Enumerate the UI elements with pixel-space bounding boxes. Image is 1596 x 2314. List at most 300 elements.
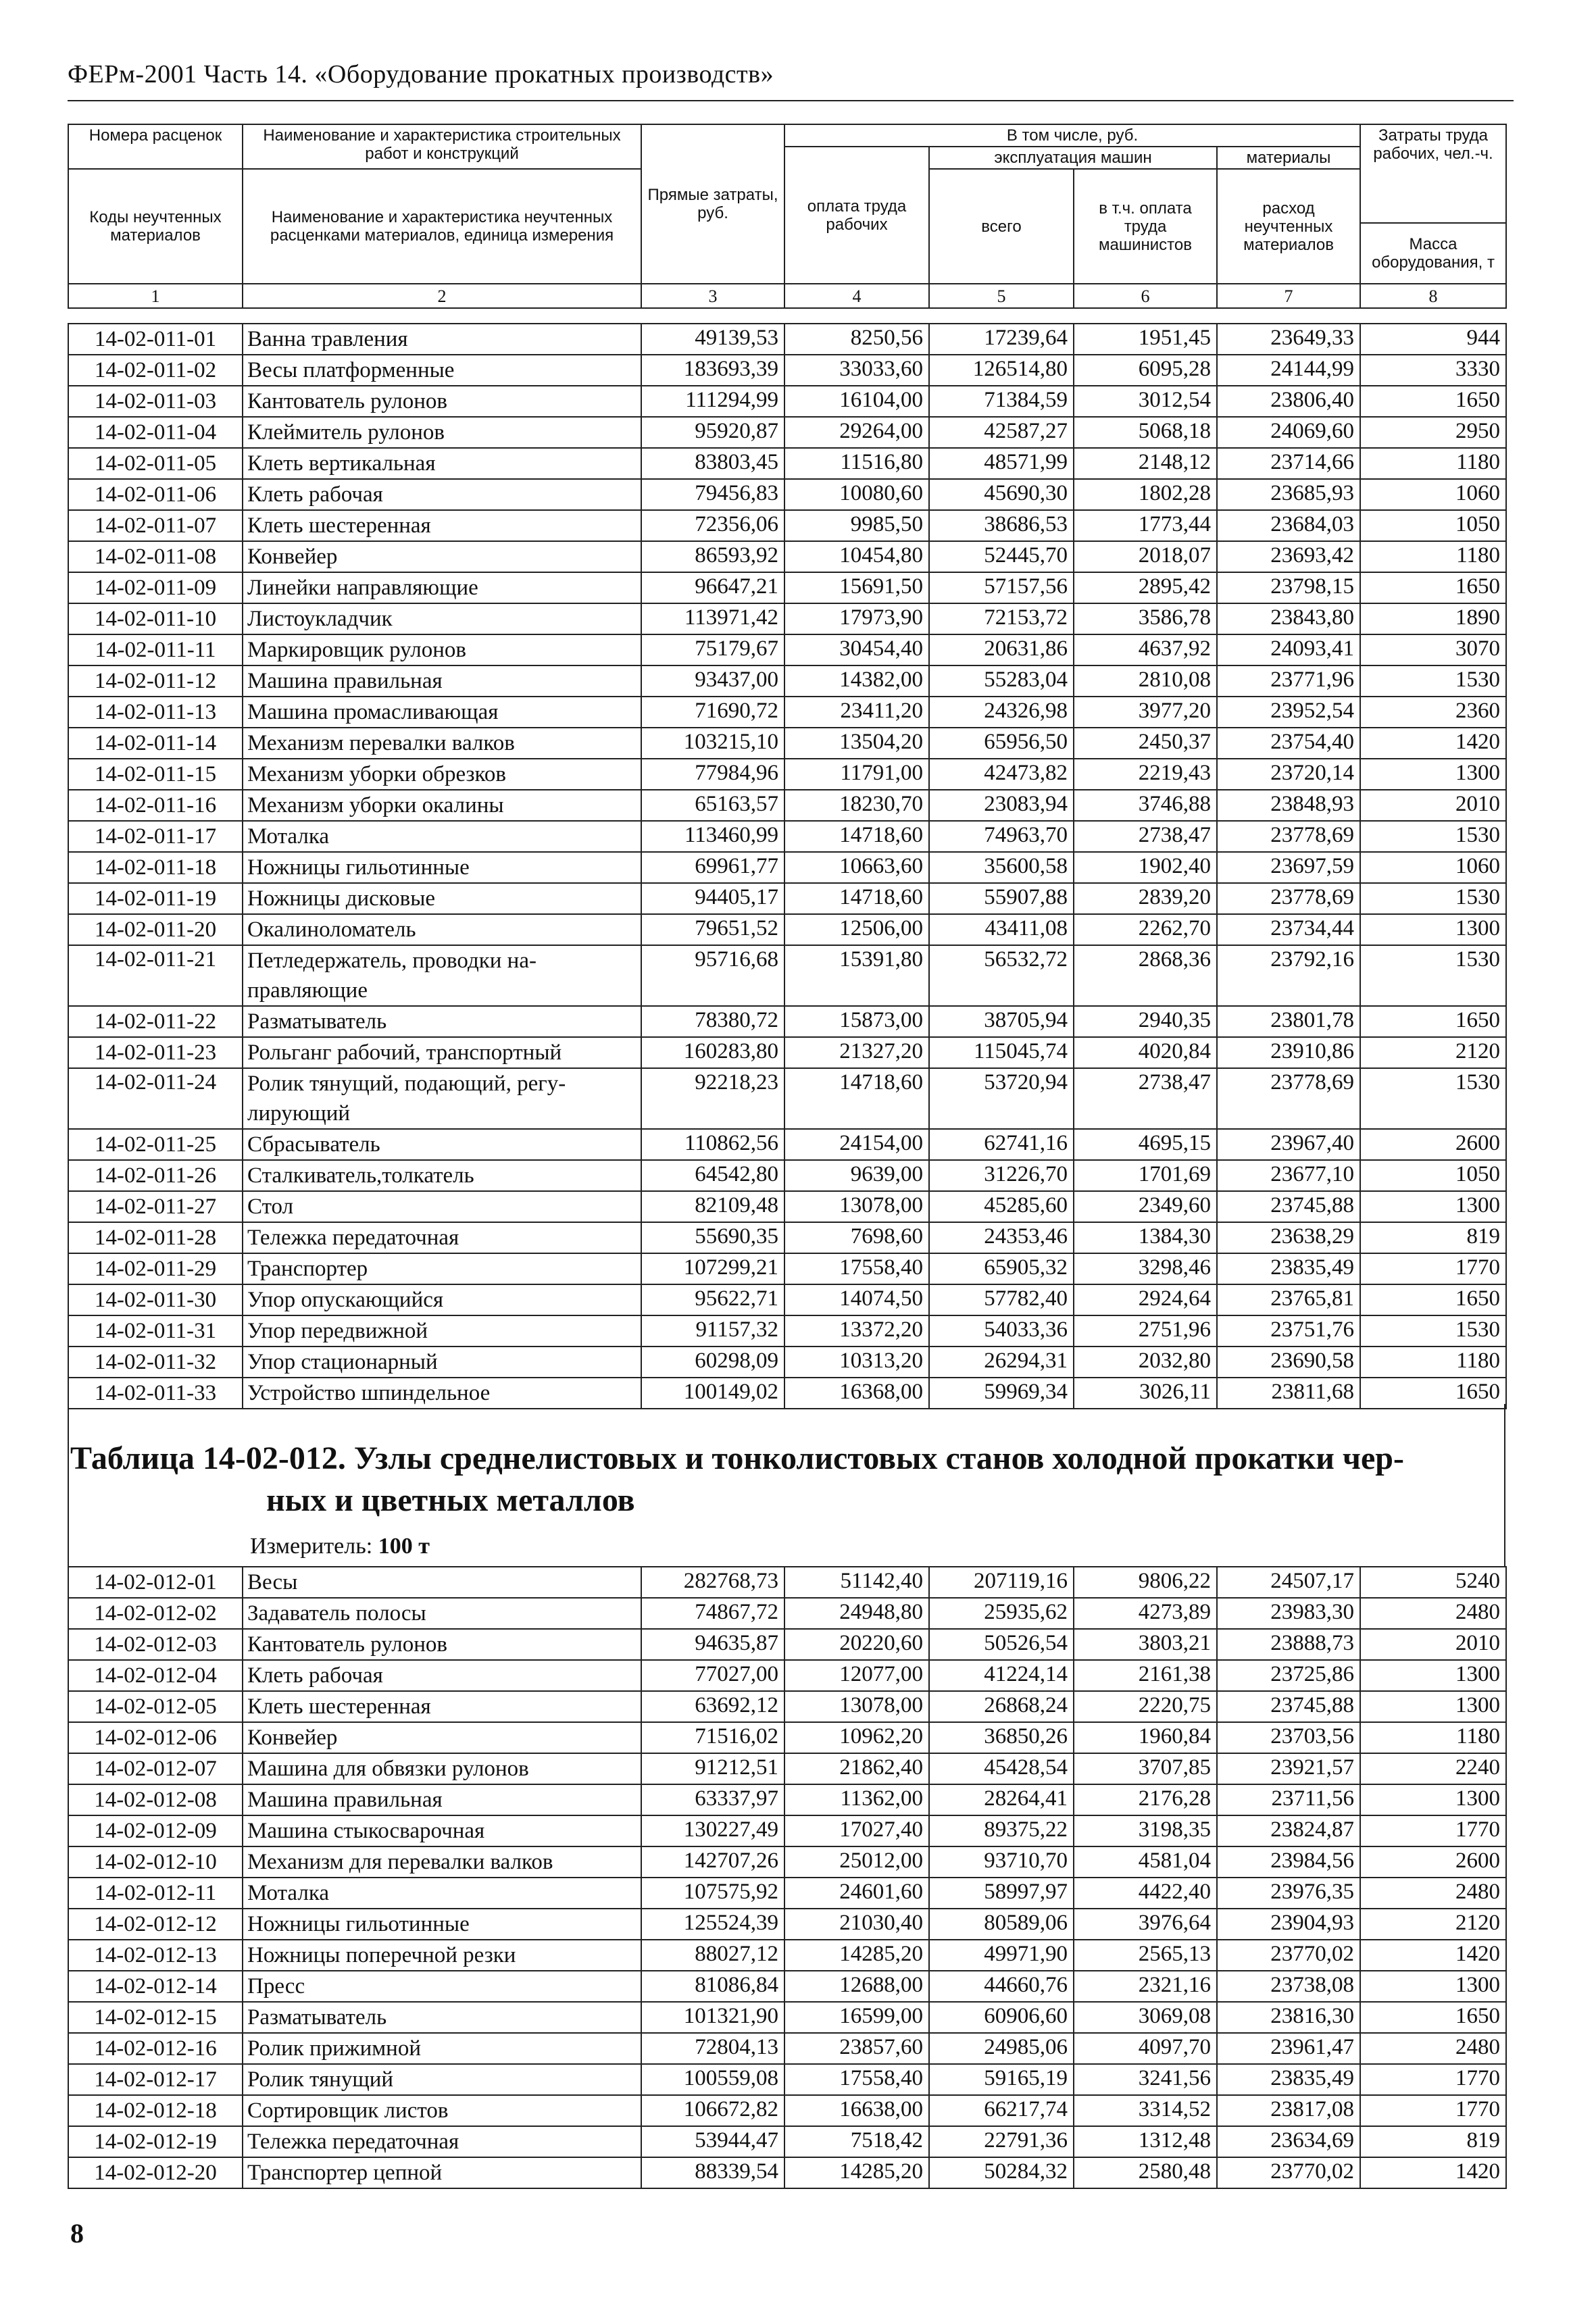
- cell-labor: 18230,70: [784, 790, 929, 821]
- cell-hours: 819: [1360, 2126, 1506, 2157]
- cell-operators: 4020,84: [1074, 1037, 1217, 1068]
- cell-labor: 10454,80: [784, 541, 929, 572]
- cell-machines: 126514,80: [929, 355, 1074, 386]
- cell-machines: 36850,26: [929, 1722, 1074, 1753]
- header-material-codes: Коды неучтенных материалов: [68, 169, 243, 284]
- cell-name: Окалиноломатель: [243, 914, 641, 945]
- cell-code: 14-02-011-18: [68, 852, 243, 883]
- cell-machines: 66217,74: [929, 2095, 1074, 2126]
- cell-name: Моталка: [243, 821, 641, 852]
- header-number: 8: [1360, 284, 1506, 308]
- cell-materials: 23738,08: [1217, 1971, 1360, 2002]
- cell-machines: 41224,14: [929, 1660, 1074, 1691]
- table-row: [68, 2095, 1506, 2126]
- cell-code: 14-02-011-23: [68, 1037, 243, 1068]
- table-row: [68, 790, 1506, 821]
- cell-code: 14-02-011-32: [68, 1347, 243, 1378]
- cell-direct: 113460,99: [641, 821, 784, 852]
- table-row: [68, 1222, 1506, 1253]
- cell-hours: 2010: [1360, 790, 1506, 821]
- cell-machines: 49971,90: [929, 1940, 1074, 1971]
- cell-direct: 49139,53: [641, 324, 784, 355]
- cell-materials: 23817,08: [1217, 2095, 1360, 2126]
- cell-labor: 10663,60: [784, 852, 929, 883]
- cell-operators: 1701,69: [1074, 1160, 1217, 1191]
- header-number: 7: [1217, 284, 1360, 308]
- cell-materials: 23976,35: [1217, 1878, 1360, 1909]
- cell-labor: 24601,60: [784, 1878, 929, 1909]
- cell-code: 14-02-012-07: [68, 1753, 243, 1784]
- cell-machines: 50284,32: [929, 2157, 1074, 2188]
- cell-operators: 4097,70: [1074, 2033, 1217, 2064]
- table-row: [68, 355, 1506, 386]
- cell-materials: 23771,96: [1217, 665, 1360, 697]
- cell-direct: 53944,47: [641, 2126, 784, 2157]
- cell-hours: 1650: [1360, 572, 1506, 603]
- cell-code: 14-02-012-08: [68, 1784, 243, 1815]
- cell-hours: 1770: [1360, 1253, 1506, 1284]
- cell-materials: 24144,99: [1217, 355, 1360, 386]
- cell-hours: 2480: [1360, 2033, 1506, 2064]
- cell-materials: 23638,29: [1217, 1222, 1360, 1253]
- table-row: [68, 1971, 1506, 2002]
- cell-code: 14-02-012-06: [68, 1722, 243, 1753]
- cell-labor: 23857,60: [784, 2033, 929, 2064]
- header-rate-numbers: Номера расценок: [68, 124, 243, 169]
- cell-materials: 23835,49: [1217, 1253, 1360, 1284]
- cell-operators: 2751,96: [1074, 1315, 1217, 1347]
- table-row: [68, 1567, 1506, 1598]
- cell-name: Машина для обвязки рулонов: [243, 1753, 641, 1784]
- cell-direct: 95622,71: [641, 1284, 784, 1315]
- cell-operators: 2895,42: [1074, 572, 1217, 603]
- cell-hours: 1180: [1360, 1347, 1506, 1378]
- cell-materials: 23816,30: [1217, 2002, 1360, 2033]
- table-row: [68, 510, 1506, 541]
- cell-code: 14-02-011-05: [68, 448, 243, 479]
- cell-direct: 65163,57: [641, 790, 784, 821]
- cell-operators: 4695,15: [1074, 1129, 1217, 1160]
- cell-direct: 93437,00: [641, 665, 784, 697]
- cell-labor: 25012,00: [784, 1846, 929, 1878]
- cell-operators: 2868,36: [1074, 945, 1217, 1006]
- cell-materials: 23693,42: [1217, 541, 1360, 572]
- cell-code: 14-02-012-03: [68, 1629, 243, 1660]
- cell-labor: 21862,40: [784, 1753, 929, 1784]
- cell-code: 14-02-012-11: [68, 1878, 243, 1909]
- cell-direct: 111294,99: [641, 386, 784, 417]
- cell-machines: 24326,98: [929, 697, 1074, 728]
- cell-materials: 23745,88: [1217, 1191, 1360, 1222]
- cell-machines: 55283,04: [929, 665, 1074, 697]
- cell-materials: 23703,56: [1217, 1722, 1360, 1753]
- cell-operators: 6095,28: [1074, 355, 1217, 386]
- cell-name: Клеть рабочая: [243, 479, 641, 510]
- cell-direct: 60298,09: [641, 1347, 784, 1378]
- cell-materials: 23843,80: [1217, 603, 1360, 634]
- cell-labor: 15873,00: [784, 1006, 929, 1037]
- cell-labor: 16599,00: [784, 2002, 929, 2033]
- cell-hours: 1300: [1360, 1971, 1506, 2002]
- cell-hours: 1180: [1360, 448, 1506, 479]
- cell-direct: 88339,54: [641, 2157, 784, 2188]
- cell-direct: 91157,32: [641, 1315, 784, 1347]
- cell-machines: 65956,50: [929, 728, 1074, 759]
- cell-materials: 23967,40: [1217, 1129, 1360, 1160]
- cell-name: Сталкиватель,толкатель: [243, 1160, 641, 1191]
- cell-hours: 2480: [1360, 1598, 1506, 1629]
- table-row: [68, 324, 1506, 355]
- cell-operators: 3241,56: [1074, 2064, 1217, 2095]
- cell-name: Ножницы гильотинные: [243, 1909, 641, 1940]
- cell-hours: 1300: [1360, 1660, 1506, 1691]
- table-row: [68, 945, 1506, 1006]
- cell-operators: 2219,43: [1074, 759, 1217, 790]
- cell-labor: 13372,20: [784, 1315, 929, 1347]
- cell-labor: 14285,20: [784, 1940, 929, 1971]
- cell-materials: 23684,03: [1217, 510, 1360, 541]
- cell-machines: 38686,53: [929, 510, 1074, 541]
- cell-direct: 74867,72: [641, 1598, 784, 1629]
- cell-machines: 207119,16: [929, 1567, 1074, 1598]
- cell-machines: 60906,60: [929, 2002, 1074, 2033]
- cell-machines: 42587,27: [929, 417, 1074, 448]
- header-number: 5: [929, 284, 1074, 308]
- cell-code: 14-02-012-10: [68, 1846, 243, 1878]
- table-row: [68, 634, 1506, 665]
- cell-code: 14-02-012-05: [68, 1691, 243, 1722]
- cell-machines: 58997,97: [929, 1878, 1074, 1909]
- page-number: 8: [70, 2218, 84, 2248]
- table-row: [68, 2002, 1506, 2033]
- table-row: [68, 1940, 1506, 1971]
- cell-materials: 23904,93: [1217, 1909, 1360, 1940]
- cell-direct: 79456,83: [641, 479, 784, 510]
- cell-labor: 20220,60: [784, 1629, 929, 1660]
- cell-machines: 59165,19: [929, 2064, 1074, 2095]
- header-labor-pay: оплата труда рабочих: [784, 147, 929, 284]
- cell-materials: 23690,58: [1217, 1347, 1360, 1378]
- cell-hours: 1770: [1360, 2095, 1506, 2126]
- cell-materials: 23751,76: [1217, 1315, 1360, 1347]
- cell-labor: 23411,20: [784, 697, 929, 728]
- cell-labor: 11516,80: [784, 448, 929, 479]
- cell-materials: 23806,40: [1217, 386, 1360, 417]
- table-row: [68, 1129, 1506, 1160]
- cell-hours: 1650: [1360, 1378, 1506, 1409]
- cell-code: 14-02-011-22: [68, 1006, 243, 1037]
- cell-code: 14-02-012-09: [68, 1815, 243, 1846]
- cell-name: Разматыватель: [243, 1006, 641, 1037]
- cell-direct: 125524,39: [641, 1909, 784, 1940]
- cell-hours: 2480: [1360, 1878, 1506, 1909]
- cell-name: Транспортер цепной: [243, 2157, 641, 2188]
- measure-label: Измеритель:: [250, 1534, 373, 1559]
- cell-direct: 142707,26: [641, 1846, 784, 1878]
- header-number: 4: [784, 284, 929, 308]
- cell-labor: 17558,40: [784, 1253, 929, 1284]
- cell-hours: 1650: [1360, 2002, 1506, 2033]
- cell-labor: 16104,00: [784, 386, 929, 417]
- cell-materials: 23677,10: [1217, 1160, 1360, 1191]
- table-row: [68, 883, 1506, 914]
- cell-code: 14-02-012-02: [68, 1598, 243, 1629]
- cell-operators: 2148,12: [1074, 448, 1217, 479]
- cell-labor: 17027,40: [784, 1815, 929, 1846]
- table-row: [68, 1722, 1506, 1753]
- cell-name: Устройство шпиндельное: [243, 1378, 641, 1409]
- cell-code: 14-02-011-16: [68, 790, 243, 821]
- cell-direct: 63337,97: [641, 1784, 784, 1815]
- cell-name: Машина правильная: [243, 665, 641, 697]
- header-labor-cost: Затраты труда рабочих, чел.-ч.: [1360, 124, 1506, 223]
- cell-name: Упор передвижной: [243, 1315, 641, 1347]
- cell-code: 14-02-012-01: [68, 1567, 243, 1598]
- cell-machines: 56532,72: [929, 945, 1074, 1006]
- cell-operators: 2262,70: [1074, 914, 1217, 945]
- cell-machines: 44660,76: [929, 1971, 1074, 2002]
- cell-hours: 2950: [1360, 417, 1506, 448]
- cell-direct: 100559,08: [641, 2064, 784, 2095]
- cell-labor: 14285,20: [784, 2157, 929, 2188]
- cell-operators: 4637,92: [1074, 634, 1217, 665]
- cell-machines: 24985,06: [929, 2033, 1074, 2064]
- cell-code: 14-02-012-14: [68, 1971, 243, 2002]
- cell-direct: 72356,06: [641, 510, 784, 541]
- table-row: [68, 479, 1506, 510]
- cell-direct: 113971,42: [641, 603, 784, 634]
- cell-labor: 33033,60: [784, 355, 929, 386]
- table-row: [68, 914, 1506, 945]
- cell-direct: 100149,02: [641, 1378, 784, 1409]
- cell-hours: 3070: [1360, 634, 1506, 665]
- cell-labor: 14382,00: [784, 665, 929, 697]
- cell-direct: 88027,12: [641, 1940, 784, 1971]
- cell-labor: 13078,00: [784, 1691, 929, 1722]
- table-012-title-line1: Таблица 14-02-012. Узлы среднелистовых и тонколистовых станов холодной прокатки чер-: [70, 1440, 1404, 1476]
- cell-operators: 2161,38: [1074, 1660, 1217, 1691]
- cell-machines: 89375,22: [929, 1815, 1074, 1846]
- cell-materials: 23778,69: [1217, 821, 1360, 852]
- cell-direct: 77984,96: [641, 759, 784, 790]
- cell-machines: 93710,70: [929, 1846, 1074, 1878]
- cell-hours: 2360: [1360, 697, 1506, 728]
- cell-machines: 45428,54: [929, 1753, 1074, 1784]
- cell-direct: 82109,48: [641, 1191, 784, 1222]
- cell-labor: 17558,40: [784, 2064, 929, 2095]
- cell-labor: 21327,20: [784, 1037, 929, 1068]
- cell-operators: 2220,75: [1074, 1691, 1217, 1722]
- cell-code: 14-02-011-03: [68, 386, 243, 417]
- rates-table-012: [68, 1566, 1507, 2189]
- cell-name: Моталка: [243, 1878, 641, 1909]
- cell-code: 14-02-012-13: [68, 1940, 243, 1971]
- cell-labor: 17973,90: [784, 603, 929, 634]
- cell-hours: 1300: [1360, 1784, 1506, 1815]
- cell-machines: 65905,32: [929, 1253, 1074, 1284]
- cell-direct: 63692,12: [641, 1691, 784, 1722]
- table-row: [68, 448, 1506, 479]
- table-row: [68, 1284, 1506, 1315]
- cell-operators: 2018,07: [1074, 541, 1217, 572]
- cell-machines: 62741,16: [929, 1129, 1074, 1160]
- cell-hours: 1530: [1360, 1068, 1506, 1129]
- cell-code: 14-02-012-20: [68, 2157, 243, 2188]
- cell-hours: 2120: [1360, 1909, 1506, 1940]
- cell-hours: 1650: [1360, 1006, 1506, 1037]
- cell-code: 14-02-011-09: [68, 572, 243, 603]
- cell-labor: 7698,60: [784, 1222, 929, 1253]
- cell-name: Сбрасыватель: [243, 1129, 641, 1160]
- cell-name: Линейки направляющие: [243, 572, 641, 603]
- cell-name: Задаватель полосы: [243, 1598, 641, 1629]
- cell-machines: 25935,62: [929, 1598, 1074, 1629]
- page-header: ФЕРм-2001 Часть 14. «Оборудование прокатных производств»: [68, 60, 774, 89]
- cell-labor: 11362,00: [784, 1784, 929, 1815]
- cell-hours: 1050: [1360, 510, 1506, 541]
- cell-direct: 94635,87: [641, 1629, 784, 1660]
- cell-labor: 29264,00: [784, 417, 929, 448]
- cell-direct: 71690,72: [641, 697, 784, 728]
- cell-machines: 38705,94: [929, 1006, 1074, 1037]
- cell-hours: 1180: [1360, 541, 1506, 572]
- cell-name: Кантователь рулонов: [243, 386, 641, 417]
- cell-labor: 12506,00: [784, 914, 929, 945]
- header-number: 2: [243, 284, 641, 308]
- cell-machines: 57782,40: [929, 1284, 1074, 1315]
- table-row: [68, 2033, 1506, 2064]
- cell-hours: 2010: [1360, 1629, 1506, 1660]
- cell-direct: 75179,67: [641, 634, 784, 665]
- cell-code: 14-02-011-07: [68, 510, 243, 541]
- table-row: [68, 572, 1506, 603]
- cell-name: Петледержатель, проводки на-правляющие: [243, 945, 641, 1006]
- table-row: [68, 1753, 1506, 1784]
- cell-code: 14-02-012-15: [68, 2002, 243, 2033]
- cell-code: 14-02-011-29: [68, 1253, 243, 1284]
- cell-code: 14-02-011-17: [68, 821, 243, 852]
- cell-name: Механизм для перевалки валков: [243, 1846, 641, 1878]
- cell-machines: 35600,58: [929, 852, 1074, 883]
- cell-operators: 3803,21: [1074, 1629, 1217, 1660]
- cell-name: Упор опускающийся: [243, 1284, 641, 1315]
- cell-name: Весы платформенные: [243, 355, 641, 386]
- header-materials-usage: расход неучтенных материалов: [1217, 169, 1360, 284]
- cell-hours: 1770: [1360, 2064, 1506, 2095]
- cell-operators: 3314,52: [1074, 2095, 1217, 2126]
- cell-labor: 10962,20: [784, 1722, 929, 1753]
- cell-name: Ножницы гильотинные: [243, 852, 641, 883]
- cell-operators: 3012,54: [1074, 386, 1217, 417]
- cell-operators: 4581,04: [1074, 1846, 1217, 1878]
- cell-operators: 4422,40: [1074, 1878, 1217, 1909]
- cell-direct: 55690,35: [641, 1222, 784, 1253]
- cell-code: 14-02-011-27: [68, 1191, 243, 1222]
- cell-name: Упор стационарный: [243, 1347, 641, 1378]
- cell-materials: 23770,02: [1217, 1940, 1360, 1971]
- cell-operators: 1802,28: [1074, 479, 1217, 510]
- cell-code: 14-02-011-12: [68, 665, 243, 697]
- cell-materials: 23697,59: [1217, 852, 1360, 883]
- column-header-table: [68, 124, 1507, 309]
- cell-direct: 83803,45: [641, 448, 784, 479]
- cell-labor: 16638,00: [784, 2095, 929, 2126]
- cell-operators: 1312,48: [1074, 2126, 1217, 2157]
- cell-operators: 2565,13: [1074, 1940, 1217, 1971]
- cell-machines: 31226,70: [929, 1160, 1074, 1191]
- cell-name: Клеть вертикальная: [243, 448, 641, 479]
- cell-hours: 2240: [1360, 1753, 1506, 1784]
- cell-direct: 95716,68: [641, 945, 784, 1006]
- cell-materials: 24093,41: [1217, 634, 1360, 665]
- cell-operators: 2176,28: [1074, 1784, 1217, 1815]
- cell-operators: 2321,16: [1074, 1971, 1217, 2002]
- cell-labor: 9639,00: [784, 1160, 929, 1191]
- cell-code: 14-02-012-17: [68, 2064, 243, 2095]
- cell-hours: 1180: [1360, 1722, 1506, 1753]
- table-row: [68, 1253, 1506, 1284]
- cell-direct: 81086,84: [641, 1971, 784, 2002]
- cell-code: 14-02-012-16: [68, 2033, 243, 2064]
- cell-hours: 1530: [1360, 821, 1506, 852]
- cell-labor: 7518,42: [784, 2126, 929, 2157]
- cell-code: 14-02-011-19: [68, 883, 243, 914]
- cell-labor: 24948,80: [784, 1598, 929, 1629]
- cell-labor: 9985,50: [784, 510, 929, 541]
- cell-direct: 106672,82: [641, 2095, 784, 2126]
- cell-labor: 8250,56: [784, 324, 929, 355]
- cell-name: Механизм уборки обрезков: [243, 759, 641, 790]
- cell-operators: 2839,20: [1074, 883, 1217, 914]
- cell-direct: 282768,73: [641, 1567, 784, 1598]
- cell-operators: 2032,80: [1074, 1347, 1217, 1378]
- cell-operators: 1773,44: [1074, 510, 1217, 541]
- cell-name: Кантователь рулонов: [243, 1629, 641, 1660]
- cell-hours: 819: [1360, 1222, 1506, 1253]
- cell-operators: 3746,88: [1074, 790, 1217, 821]
- cell-operators: 2924,64: [1074, 1284, 1217, 1315]
- cell-name: Рольганг рабочий, транспортный: [243, 1037, 641, 1068]
- cell-code: 14-02-011-25: [68, 1129, 243, 1160]
- cell-materials: 23778,69: [1217, 883, 1360, 914]
- table-row: [68, 386, 1506, 417]
- cell-labor: 51142,40: [784, 1567, 929, 1598]
- cell-materials: 23685,93: [1217, 479, 1360, 510]
- cell-machines: 52445,70: [929, 541, 1074, 572]
- cell-materials: 23765,81: [1217, 1284, 1360, 1315]
- cell-operators: 1384,30: [1074, 1222, 1217, 1253]
- cell-name: Весы: [243, 1567, 641, 1598]
- cell-name: Конвейер: [243, 1722, 641, 1753]
- cell-code: 14-02-011-10: [68, 603, 243, 634]
- cell-materials: 23792,16: [1217, 945, 1360, 1006]
- cell-machines: 42473,82: [929, 759, 1074, 790]
- cell-name: Ролик прижимной: [243, 2033, 641, 2064]
- cell-labor: 13504,20: [784, 728, 929, 759]
- table-row: [68, 2157, 1506, 2188]
- cell-code: 14-02-011-02: [68, 355, 243, 386]
- cell-hours: 1300: [1360, 914, 1506, 945]
- table-row: [68, 1846, 1506, 1878]
- cell-name: Механизм перевалки валков: [243, 728, 641, 759]
- cell-hours: 1420: [1360, 1940, 1506, 1971]
- cell-machines: 53720,94: [929, 1068, 1074, 1129]
- cell-name: Стол: [243, 1191, 641, 1222]
- cell-labor: 12077,00: [784, 1660, 929, 1691]
- cell-labor: 12688,00: [784, 1971, 929, 2002]
- cell-operators: 4273,89: [1074, 1598, 1217, 1629]
- table-row: [68, 697, 1506, 728]
